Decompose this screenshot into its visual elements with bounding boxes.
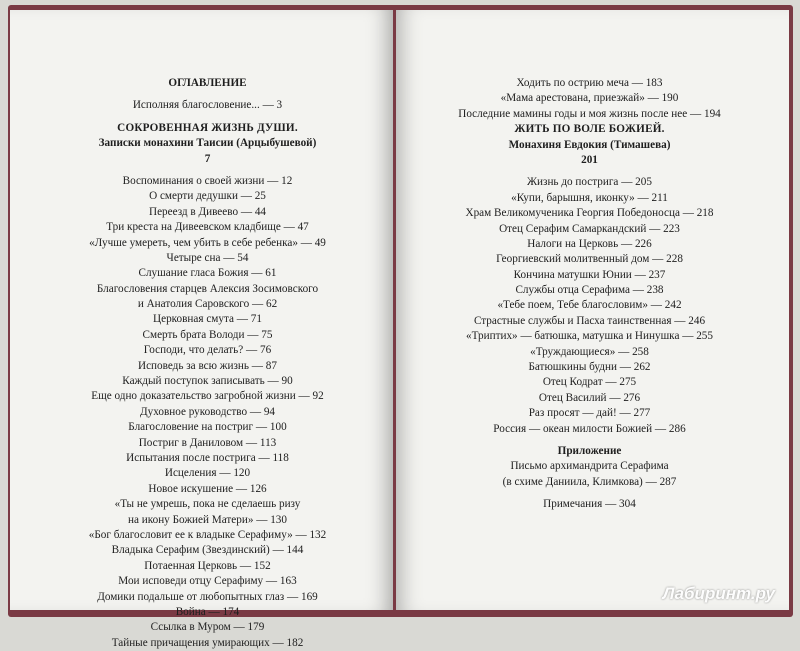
toc-entry: «Купи, барышня, иконку» — 211 [511,191,668,204]
toc-entry: Исповедь за всю жизнь — 87 [138,359,277,372]
toc-entry: Батюшкины будни — 262 [528,361,651,374]
part-title: ЖИТЬ ПО ВОЛЕ БОЖИЕЙ. [514,123,665,136]
toc-entry: «Триптих» — батюшка, матушка и Нинушка — 255 [466,330,713,343]
toc-entry: Георгиевский молитвенный дом — 228 [496,253,683,266]
toc-entry: и Анатолия Саровского — 62 [137,298,278,311]
toc-title: ОГЛАВЛЕНИЕ [168,77,247,89]
part-subtitle: Записки монахини Таисии (Арцыбушевой) [98,137,317,150]
toc-entry: «Мама арестована, приезжай» — 190 [500,92,679,105]
toc-entry: Отец Кодрат — 275 [542,376,637,389]
toc-entry: Отец Серафим Самаркандский — 223 [499,222,680,235]
toc-entry: Отец Василий — 276 [538,391,641,404]
toc-entry: Каждый поступок записывать — 90 [122,375,293,388]
toc-entry-notes: Примечания — 304 [543,498,636,511]
toc-entry: Духовное руководство — 94 [139,405,276,418]
toc-entry: Три креста на Дивеевском кладбище — 47 [106,221,309,234]
toc-entry: «Труждающиеся» — 258 [530,345,649,358]
watermark-logo: Лабиринт.ру [662,584,775,603]
toc-entry: Исполняя благословение... — 3 [132,99,283,112]
toc-entry: Страстные службы и Пасха таинственная — 246 [473,314,706,327]
toc-entry: Благословение на постриг — 100 [128,421,287,434]
toc-entry: Россия — океан милости Божией — 286 [493,422,686,435]
toc-entry: Воспоминания о своей жизни — 12 [122,174,293,187]
toc-entry: Постриг в Даниловом — 113 [138,436,277,449]
part-page: 201 [581,153,598,166]
toc-entry: Ходить по острию меча — 183 [516,77,663,89]
toc-entry: Раз просят — дай! — 277 [528,407,651,420]
toc-entry: на икону Божией Матери» — 130 [128,513,287,526]
part-page: 7 [204,152,211,165]
toc-entry: Домики подальше от любопытных глаз — 169 [97,590,318,603]
toc-entry: «Бог благословит ее к владыке Серафиму» — 132 [88,528,327,541]
toc-entry: Слушание гласа Божия — 61 [138,267,277,280]
toc-entry: Последние мамины годы и моя жизнь после нее — 194 [458,107,721,120]
part-subtitle: Монахиня Евдокия (Тимашева) [508,138,671,151]
toc-entry: Тайные причащения умирающих — 182 [111,636,304,649]
toc-entry: «Лучше умереть, чем убить в себе ребенка» — 49 [89,236,326,249]
toc-entry: Четыре сна — 54 [166,251,249,264]
toc-entry: (в схиме Даниила, Климкова) — 287 [502,475,677,488]
toc-entry: «Ты не умрешь, пока не сделаешь ризу [114,498,301,511]
toc-entry: Службы отца Серафима — 238 [515,284,664,297]
toc-entry: Потаенная Церковь — 152 [144,559,271,572]
toc-entry: Письмо архимандрита Серафима [510,460,669,473]
right-page [396,10,789,610]
toc-entry: Господи, что делать? — 76 [143,344,272,357]
toc-entry: Владыка Серафим (Звездинский) — 144 [111,544,304,557]
toc-entry: Исцеления — 120 [164,467,251,480]
left-page [10,10,393,649]
toc-entry: Переезд в Дивеево — 44 [148,205,267,218]
toc-entry: Кончина матушки Юнии — 237 [513,268,666,281]
toc-right [410,76,769,513]
toc-entry: Церковная смута — 71 [153,313,262,326]
toc-entry: «Тебе поем, Тебе благословим» — 242 [497,299,682,312]
toc-entry: Налоги на Церковь — 226 [527,237,652,250]
toc-entry: Новое искушение — 126 [148,482,267,495]
toc-entry: Смерть брата Володи — 75 [142,328,273,341]
toc-entry: О смерти дедушки — 25 [149,190,266,203]
toc-entry: Испытания после пострига — 118 [126,451,289,464]
toc-entry: Жизнь до пострига — 205 [527,176,652,189]
toc-entry: Ссылка в Муром — 179 [150,621,265,634]
appendix-title: Приложение [557,444,622,457]
toc-entry: Благословения старцев Алексия Зосимовского [96,282,319,295]
toc-entry: Храм Великомученика Георгия Победоносца — 218 [465,207,714,220]
toc-entry: Мои исповеди отцу Серафиму — 163 [118,575,297,588]
toc-entry: Война — 174 [175,605,240,618]
part-title: СОКРОВЕННАЯ ЖИЗНЬ ДУШИ. [117,121,298,134]
toc-left [28,76,387,651]
toc-entry: Еще одно доказательство загробной жизни — 92 [91,390,324,403]
